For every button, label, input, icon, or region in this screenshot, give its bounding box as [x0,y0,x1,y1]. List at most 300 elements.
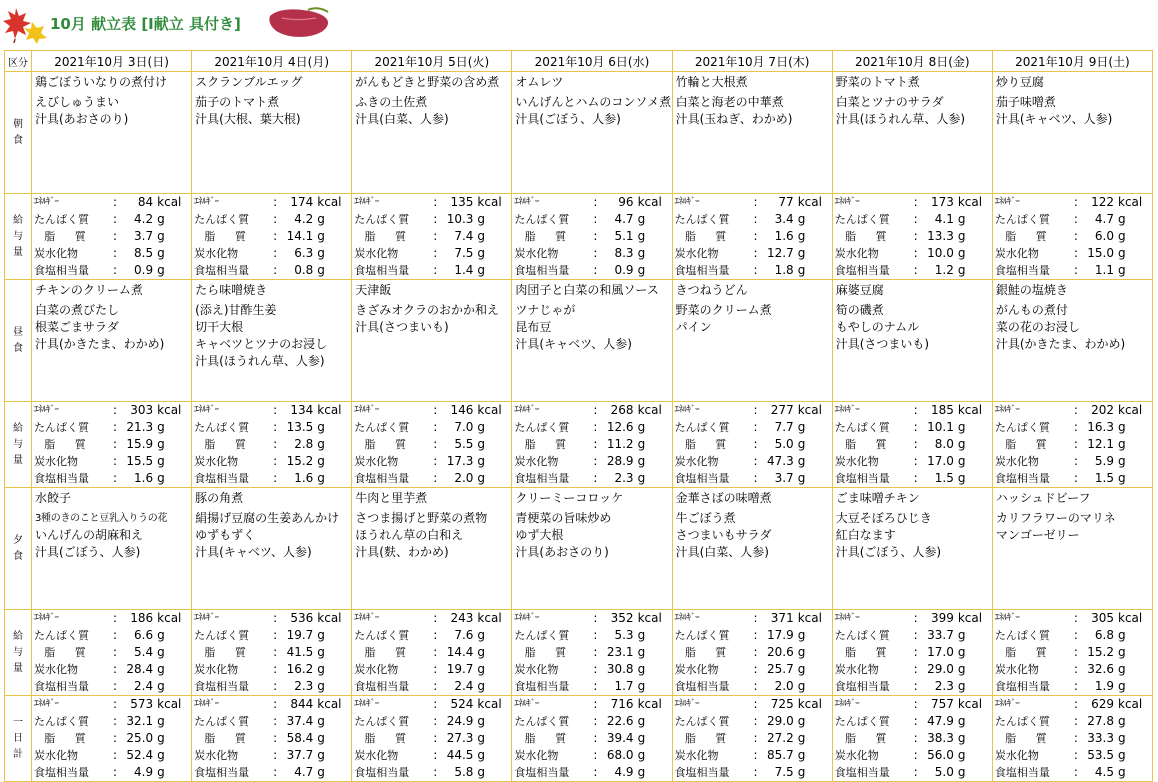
nutrient-value: 268 [610,403,634,417]
nutrient-label: たんぱく質 [994,421,1050,434]
nutrient-value: 6.0 [1094,229,1114,243]
nutrient-value: 844 [290,697,314,711]
nutrient-unit: g [157,471,165,485]
nutrient-value: 52.4 [126,748,154,762]
lunch-dishes [832,280,992,402]
nutrient-value: 16.2 [286,662,314,676]
nutrient-label: ｴﾈﾙｷﾞｰ [194,613,219,623]
nutrient-row [32,696,191,713]
nutrition-table [673,194,832,279]
nutrient-value: 1.6 [294,471,314,485]
nutrient-row [32,470,191,487]
nutrient-row [32,262,191,279]
nutrient-row [512,419,671,436]
nutrient-value: 757 [930,697,954,711]
nutrient-colon: : [273,662,278,676]
nutrient-unit: g [317,246,325,260]
sweet-potato-icon [268,6,334,40]
dinner-nutrition [992,610,1152,696]
nutrient-value: 8.3 [614,246,634,260]
nutrient-label: たんぱく質 [194,421,250,434]
nutrient-row [352,713,511,730]
nutrient-label: ｴﾈﾙｷﾞｰ [674,197,700,207]
nutrient-unit: g [157,679,165,693]
nutrient-label: ｴﾈﾙｷﾞｰ [34,613,59,623]
lunch-nutrition [352,402,512,488]
nutrient-row [512,696,671,713]
breakfast-dishes [992,72,1152,194]
nutrient-value: 17.3 [446,454,474,468]
nutrient-colon: : [753,731,758,745]
nutrient-label: たんぱく質 [514,629,570,642]
date-header: 2021年10月 5日(火) [352,51,512,72]
nutrient-row [833,644,992,661]
nutrient-colon: : [112,246,118,260]
nutrient-label: 脂 質 [44,438,94,451]
nutrient-unit: kcal [477,195,502,209]
nutrient-unit: g [1118,748,1126,762]
nutrient-unit: kcal [157,403,182,417]
nutrient-value: 14.1 [286,229,314,243]
daily-total-row [5,696,1153,782]
nutrient-row [352,730,511,747]
nutrient-value: 21.3 [126,420,154,434]
nutrient-row [673,610,832,627]
nutrient-colon: : [913,229,918,243]
nutrient-label: 脂 質 [844,646,895,659]
nutrient-colon: : [112,195,118,209]
nutrient-value: 2.0 [454,471,474,485]
nutrient-row [352,764,511,781]
nutrient-unit: g [637,662,646,676]
nutrient-value: 10.0 [927,246,954,260]
nutrient-row [32,436,191,453]
dish-name: 天津飯 [355,283,392,297]
nutrient-row [352,419,511,436]
nutrient-colon: : [593,714,598,728]
nutrient-label: ｴﾈﾙｷﾞｰ [354,405,379,415]
dish-name: ゆずもずく [195,528,256,542]
nutrient-unit: kcal [957,697,983,711]
nutrient-colon: : [273,454,278,468]
dish-name: 筍の磯煮 [835,303,884,317]
nutrient-value: 44.5 [446,748,474,762]
nutrient-label: 脂 質 [1005,230,1055,243]
dish-name: (添え)甘酢生姜 [195,303,277,317]
nutrient-colon: : [753,454,758,468]
nutrient-value: 1.1 [1094,263,1114,277]
nutrient-label: たんぱく質 [514,213,570,226]
nutrient-row [32,211,191,228]
nutrient-value: 5.9 [1094,454,1114,468]
nutrient-row [192,764,351,781]
nutrient-label: 食塩相当量 [514,472,570,485]
nutrition-table [993,610,1152,695]
nutrient-unit: g [477,748,486,762]
nutrient-value: 19.7 [286,628,314,642]
nutrient-unit: g [317,662,325,676]
nutrient-colon: : [273,748,278,762]
nutrient-colon: : [112,662,118,676]
nutrient-colon: : [433,697,438,711]
nutrient-row [833,470,992,487]
nutrient-value: 23.1 [606,645,634,659]
nutrient-label: 脂 質 [524,732,575,745]
dish-name: 竹輪と大根煮 [675,75,748,89]
nutrient-unit: g [157,212,165,226]
nutrient-value: 5.0 [934,765,954,779]
nutrient-colon: : [273,420,278,434]
nutrient-colon: : [593,229,598,243]
nutrient-row [993,713,1152,730]
dish-name: 大豆そぼろひじき [835,511,932,525]
nutrient-row [993,419,1152,436]
breakfast-nutrition [192,194,352,280]
nutrient-unit: g [317,212,325,226]
dinner-nutrition [832,610,992,696]
dish-name: ごま味噌チキン [835,491,920,505]
nutrient-unit: kcal [637,611,662,625]
nutrient-unit: g [637,420,646,434]
dinner-dishes [832,488,992,610]
nutrient-unit: g [317,731,325,745]
nutrient-row [32,228,191,245]
nutrient-colon: : [593,454,598,468]
nutrient-unit: g [1118,471,1126,485]
nutrient-row [192,610,351,627]
nutrient-row [352,470,511,487]
nutrient-row [833,661,992,678]
nutrient-colon: : [593,437,598,451]
dish-name: 鶏ごぼういなりの煮付け [35,75,168,89]
nutrient-colon: : [273,212,278,226]
nutrient-value: 3.4 [774,212,794,226]
nutrient-row [673,419,832,436]
nutrient-colon: : [112,645,118,659]
nutrient-label: たんぱく質 [194,715,250,728]
nutrient-colon: : [753,212,758,226]
nutrient-colon: : [433,454,438,468]
nutrient-label: 食塩相当量 [514,264,570,277]
nutrient-row [192,402,351,419]
nutrient-row [512,262,671,279]
nutrient-row [833,211,992,228]
nutrition-table [993,194,1152,279]
nutrient-label: 脂 質 [684,230,735,243]
dish-name: マンゴーゼリー [995,528,1080,542]
dish-name: 白菜とツナのサラダ [835,95,944,109]
nutrient-row [993,644,1152,661]
nutrient-colon: : [753,420,758,434]
nutrition-table [512,194,671,279]
nutrient-label: ｴﾈﾙｷﾞｰ [674,613,700,623]
nutrient-value: 7.6 [454,628,474,642]
nutrient-label: ｴﾈﾙｷﾞｰ [834,613,860,623]
nutrient-label: ｴﾈﾙｷﾞｰ [994,405,1020,415]
nutrient-row [352,678,511,695]
breakfast-dishes [192,72,352,194]
nutrient-row [993,696,1152,713]
nutrient-colon: : [433,611,438,625]
dish-name: 野菜のトマト煮 [835,75,920,89]
nutrient-unit: g [637,714,646,728]
nutrient-unit: g [317,471,325,485]
nutrient-row [192,678,351,695]
dinner-nutrition [672,610,832,696]
dish-name: チキンのクリーム煮 [35,283,143,297]
nutrient-label: 脂 質 [844,732,895,745]
nutrient-value: 146 [450,403,474,417]
nutrient-row [352,245,511,262]
total-table [192,696,351,781]
dish-name: 汁具(あおさのり) [515,545,609,559]
nutrient-colon: : [1073,263,1078,277]
nutrient-row [32,453,191,470]
nutrient-label: 食塩相当量 [674,766,730,779]
nutrient-value: 22.6 [606,714,634,728]
nutrient-label: たんぱく質 [354,213,410,226]
nutrient-value: 716 [610,697,634,711]
dish-name: 炒り豆腐 [995,75,1044,89]
nutrition-table [833,194,992,279]
nutrient-value: 12.7 [766,246,794,260]
page-title: 10月 献立表 [Ⅰ献立 具付き] [50,15,241,33]
nutrient-row [192,453,351,470]
nutrient-unit: g [797,628,806,642]
nutrient-value: 5.3 [614,628,634,642]
nutrient-colon: : [112,229,118,243]
nutrient-row [512,644,671,661]
nutrition-table [352,194,511,279]
nutrient-colon: : [913,403,918,417]
nutrient-colon: : [593,662,598,676]
daily-total [192,696,352,782]
nutrient-label: 脂 質 [364,732,415,745]
nutrient-unit: kcal [477,697,502,711]
nutrient-value: 20.6 [766,645,794,659]
nutrient-colon: : [913,471,918,485]
dish-name: クリーミーコロッケ [515,491,624,505]
nutrient-label: ｴﾈﾙｷﾞｰ [834,405,860,415]
nutrient-label: 炭水化物 [34,455,78,468]
lunch-dishes [32,280,192,402]
dish-name: さつま揚げと野菜の煮物 [355,511,488,525]
nutrient-row [512,453,671,470]
lunch-nutrition [192,402,352,488]
nutrient-label: 炭水化物 [834,455,879,468]
nutrient-label: 食塩相当量 [994,766,1050,779]
breakfast-dishes [512,72,672,194]
nutrient-label: 脂 質 [524,438,575,451]
dish-name: いんげんの胡麻和え [35,528,144,542]
nutrient-unit: g [797,246,806,260]
nutrient-label: ｴﾈﾙｷﾞｰ [834,197,860,207]
nutrient-value: 33.3 [1087,731,1114,745]
nutrient-label: ｴﾈﾙｷﾞｰ [674,699,700,709]
nutrient-unit: g [157,420,165,434]
daily-total [352,696,512,782]
nutrient-colon: : [593,628,598,642]
dish-name: パイン [675,320,712,334]
date-header: 2021年10月 4日(月) [192,51,352,72]
nutrient-row [673,453,832,470]
nutrient-colon: : [112,454,118,468]
nutrient-label: 炭水化物 [34,663,78,676]
nutrient-unit: g [317,454,325,468]
dish-name: 汁具(大根、葉大根) [195,112,301,126]
nutrient-label: 食塩相当量 [834,472,890,485]
nutrient-value: 39.4 [606,731,634,745]
nutrient-label: 食塩相当量 [354,680,410,693]
nutrient-colon: : [593,611,598,625]
nutrient-label: 食塩相当量 [194,680,250,693]
nutrient-unit: g [797,645,806,659]
nutrient-label: ｴﾈﾙｷﾞｰ [354,613,379,623]
nutrient-label: 脂 質 [1005,732,1055,745]
dish-name: 紅白なます [835,528,896,542]
nutrient-row [352,402,511,419]
nutrient-row [833,194,992,211]
nutrient-label: 炭水化物 [34,749,78,762]
side-label-allowance: 給 与 量 [5,402,32,488]
nutrient-value: 6.8 [1094,628,1114,642]
nutrient-colon: : [273,714,278,728]
nutrient-value: 185 [930,403,954,417]
nutrient-unit: g [317,437,325,451]
dinner-nutrition [512,610,672,696]
nutrient-value: 186 [130,611,154,625]
nutrient-row [833,678,992,695]
breakfast-nutrition [672,194,832,280]
nutrient-value: 277 [770,403,794,417]
nutrient-label: 食塩相当量 [34,472,89,485]
nutrient-label: 炭水化物 [34,247,78,260]
nutrient-unit: kcal [157,611,182,625]
nutrient-value: 399 [930,611,954,625]
nutrient-colon: : [273,195,278,209]
nutrient-unit: kcal [637,697,662,711]
nutrient-value: 32.1 [126,714,154,728]
nutrient-unit: g [1118,731,1126,745]
nutrient-label: 炭水化物 [354,247,399,260]
nutrient-value: 243 [450,611,474,625]
nutrition-table [673,402,832,487]
nutrient-label: たんぱく質 [34,421,89,434]
daily-total [832,696,992,782]
nutrient-row [352,436,511,453]
nutrient-unit: g [637,437,646,451]
nutrient-colon: : [433,662,438,676]
nutrient-colon: : [593,263,598,277]
nutrient-value: 2.8 [294,437,314,451]
nutrient-value: 28.9 [606,454,634,468]
nutrient-colon: : [913,263,918,277]
nutrient-label: 炭水化物 [194,749,239,762]
nutrient-colon: : [112,420,118,434]
lunch-nutrition-row [5,402,1153,488]
nutrient-label: 食塩相当量 [34,680,89,693]
nutrient-unit: g [1118,246,1126,260]
nutrient-label: たんぱく質 [834,421,890,434]
nutrient-value: 37.4 [286,714,314,728]
nutrient-unit: g [1118,765,1126,779]
nutrient-unit: g [957,628,966,642]
nutrient-unit: g [477,212,486,226]
nutrient-colon: : [433,714,438,728]
nutrient-colon: : [753,403,758,417]
nutrient-row [673,713,832,730]
nutrient-colon: : [753,748,758,762]
nutrient-colon: : [273,263,278,277]
dish-name: 汁具(白菜、人参) [355,112,449,126]
dish-name: 汁具(あおさのり) [35,112,129,126]
dinner-dishes [512,488,672,610]
nutrient-label: 脂 質 [204,732,254,745]
nutrient-row [352,644,511,661]
nutrient-colon: : [433,403,438,417]
nutrient-label: たんぱく質 [354,629,410,642]
nutrient-unit: g [637,628,646,642]
nutrient-unit: kcal [1118,611,1143,625]
nutrient-unit: g [317,420,325,434]
dish-name: たら味噌焼き [195,283,268,297]
nutrient-value: 68.0 [606,748,634,762]
nutrient-row [32,402,191,419]
breakfast-dishes [352,72,512,194]
nutrient-colon: : [913,714,918,728]
nutrient-label: ｴﾈﾙｷﾞｰ [514,197,539,207]
nutrient-row [833,245,992,262]
nutrient-label: たんぱく質 [514,715,570,728]
nutrient-value: 134 [290,403,314,417]
nutrient-value: 28.4 [126,662,154,676]
nutrient-value: 47.9 [927,714,954,728]
nutrient-colon: : [753,662,758,676]
nutrient-label: 炭水化物 [674,247,719,260]
nutrient-colon: : [1073,454,1078,468]
nutrient-row [512,610,671,627]
side-label-dinner: 夕 食 [5,488,32,610]
lunch-nutrition [672,402,832,488]
dish-name: 根菜ごまサラダ [35,320,119,334]
nutrient-colon: : [433,229,438,243]
nutrient-unit: g [797,731,806,745]
nutrient-value: 3.7 [134,229,154,243]
nutrient-row [993,610,1152,627]
nutrient-value: 15.9 [126,437,154,451]
lunch-dishes [512,280,672,402]
nutrient-value: 11.2 [606,437,634,451]
nutrient-value: 8.5 [134,246,154,260]
nutrient-colon: : [593,679,598,693]
nutrient-value: 17.9 [766,628,794,642]
nutrient-unit: g [797,454,806,468]
dish-name: きざみオクラのおかか和え [355,303,500,317]
nutrient-colon: : [112,212,118,226]
dinner-nutrition [192,610,352,696]
nutrient-row [673,436,832,453]
nutrient-colon: : [753,645,758,659]
nutrient-label: ｴﾈﾙｷﾞｰ [994,613,1020,623]
nutrient-row [833,402,992,419]
nutrient-label: 食塩相当量 [354,766,410,779]
nutrient-label: 食塩相当量 [674,472,730,485]
nutrient-row [833,228,992,245]
nutrient-unit: g [157,437,165,451]
nutrient-label: たんぱく質 [994,629,1050,642]
nutrient-unit: g [957,229,966,243]
nutrient-value: 2.3 [934,679,954,693]
